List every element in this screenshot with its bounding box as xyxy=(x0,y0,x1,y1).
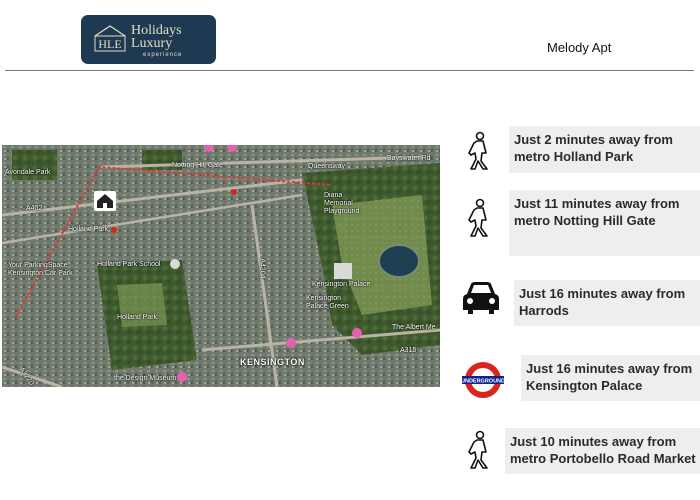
map-label-kensington: KENSINGTON xyxy=(240,357,305,367)
route-info-holland-park xyxy=(509,126,700,173)
map-label-bayswater-road: Bayswater Rd xyxy=(387,155,431,162)
route-duration-text: Just 11 minutes away from xyxy=(514,196,680,211)
property-name: Melody Apt xyxy=(547,40,612,55)
route-info-portobello xyxy=(505,428,700,474)
map-label-a315: A315 xyxy=(400,347,417,354)
map-label-holland-park-school: Holland Park School xyxy=(97,261,161,268)
walking-person-icon xyxy=(463,131,497,171)
map-label-notting-hill-gate: Notting Hill Gate xyxy=(172,162,223,169)
route-duration-text: Just 16 minutes away from xyxy=(526,361,693,376)
map-label-holland-park: Holland Park xyxy=(117,314,158,321)
home-marker-icon[interactable] xyxy=(94,191,116,211)
route-destination-text: metro Notting Hill Gate xyxy=(514,213,656,228)
map-label-a402: A402 xyxy=(26,205,43,212)
map-label-kensington-palace-green: Kensington Palace Green xyxy=(306,295,349,310)
logo-text-luxury: Luxury xyxy=(131,36,173,51)
car-icon xyxy=(461,280,501,318)
route-destination-text: metro Holland Park xyxy=(514,149,634,164)
route-destination-text: metro Portobello Road Market xyxy=(510,451,696,466)
map-label-avondale: Avondale Park xyxy=(5,169,51,176)
location-map[interactable] xyxy=(2,145,440,387)
roundel-text: UNDERGROUND xyxy=(461,378,505,385)
route-destination-text: Kensington Palace xyxy=(526,378,643,393)
route-info-kensington-palace xyxy=(521,355,700,401)
map-label-queensway: Queensway xyxy=(308,163,345,170)
header-divider xyxy=(5,70,694,71)
route-destination-text: Harrods xyxy=(519,303,569,318)
walking-person-icon xyxy=(463,430,497,470)
map-label-memorial-playground: Diana Memorial Playground xyxy=(324,192,360,215)
route-duration-text: Just 16 minutes away from xyxy=(519,286,686,301)
logo-text-holidays: Holidays xyxy=(131,23,182,38)
map-label-design-museum: the Design Museum xyxy=(114,375,177,382)
map-label-albert-memorial: The Albert Me xyxy=(392,324,436,331)
walking-person-icon xyxy=(463,198,497,238)
route-duration-text: Just 2 minutes away from xyxy=(514,132,673,147)
map-label-parking: Your ParkingSpace Kensington Car Park xyxy=(8,262,73,277)
map-label-a3220: A3220 xyxy=(17,366,35,387)
map-label-kensington-palace: Kensington Palace xyxy=(312,281,371,288)
svg-text:HLE: HLE xyxy=(98,37,122,51)
logo-monogram-icon xyxy=(93,24,127,52)
route-info-notting-hill xyxy=(509,190,700,256)
underground-roundel-icon xyxy=(460,360,506,400)
header xyxy=(0,0,700,72)
map-label-a4204: A4204 xyxy=(258,258,266,279)
route-duration-text: Just 10 minutes away from xyxy=(510,434,677,449)
map-label-holland-park-station: Holland Park xyxy=(68,226,109,233)
logo-text-experience: experience xyxy=(143,52,183,58)
brand-logo[interactable] xyxy=(81,15,216,64)
route-info-harrods xyxy=(514,280,700,326)
